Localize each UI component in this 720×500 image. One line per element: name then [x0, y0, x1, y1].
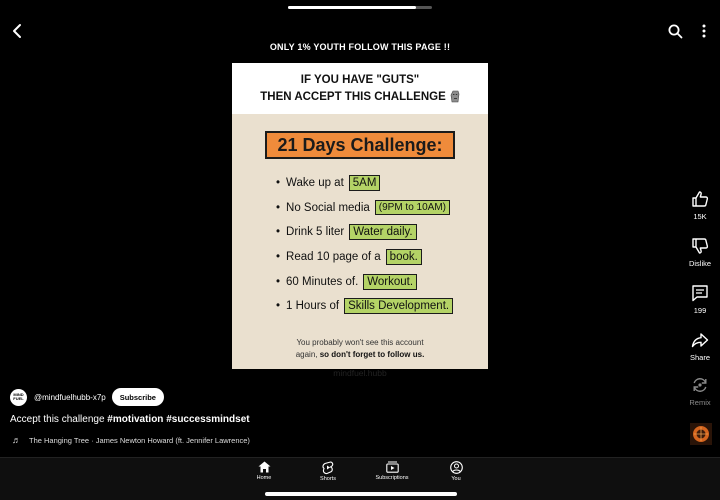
video-overlay-caption: ONLY 1% YOUTH FOLLOW THIS PAGE !!: [269, 42, 451, 52]
comment-count: 199: [693, 306, 707, 315]
share-button[interactable]: [680, 331, 720, 362]
challenge-item: • 1 Hours of Skills Development.: [276, 294, 488, 319]
sound-thumbnail-icon: [690, 423, 712, 445]
challenge-highlight: Water daily.: [349, 224, 416, 240]
challenge-item: • Drink 5 liter Water daily.: [276, 220, 488, 245]
poster-header-line1: IF YOU HAVE "GUTS": [300, 73, 420, 86]
profile-icon: [450, 461, 463, 474]
share-icon: [691, 331, 709, 349]
music-note-icon: ♬: [12, 435, 21, 445]
dislike-label: Dislike: [688, 259, 712, 268]
subscribe-button[interactable]: Subscribe: [112, 388, 164, 406]
chevron-left-icon: [12, 24, 22, 38]
search-button[interactable]: [665, 21, 685, 41]
poster-handle: mindfuel.hubb: [333, 367, 387, 378]
channel-row: [10, 387, 164, 407]
channel-handle[interactable]: @mindfuelhubb-x7p: [34, 392, 106, 402]
nav-subscriptions[interactable]: Subscriptions: [357, 461, 427, 481]
challenge-item: • Read 10 page of a book.: [276, 245, 488, 270]
challenge-highlight: (9PM to 10AM): [375, 200, 450, 215]
video-progress-fill: [288, 6, 416, 9]
video-progress-bar[interactable]: [288, 6, 432, 9]
poster-title: 21 Days Challenge:: [265, 131, 455, 159]
poster-header-line2: THEN ACCEPT THIS CHALLENGE: [260, 90, 446, 103]
subscriptions-icon: [386, 461, 399, 473]
hashtag-link[interactable]: #successmindset: [166, 414, 250, 425]
home-icon: [258, 461, 271, 473]
nav-home[interactable]: Home: [229, 461, 299, 481]
remix-label: Remix: [689, 398, 711, 407]
comments-button[interactable]: [680, 284, 720, 315]
challenge-item: • Wake up at 5AM: [276, 171, 488, 196]
sound-thumbnail-button[interactable]: [690, 423, 712, 445]
share-label: Share: [689, 353, 710, 362]
remix-icon: [691, 376, 709, 394]
remix-button[interactable]: [680, 376, 720, 407]
like-button[interactable]: [680, 190, 720, 221]
comment-icon: [691, 284, 709, 302]
challenge-highlight: 5AM: [349, 175, 381, 191]
music-title: The Hanging Tree · James Newton Howard (ft. Jennifer Lawrence): [29, 435, 250, 445]
poster-header: [232, 63, 488, 114]
like-count: 15K: [693, 212, 707, 221]
video-description[interactable]: Accept this challenge #motivation #successmindset: [10, 414, 250, 425]
poster-note: You probably won't see this account again, so don't forget to follow us.: [295, 337, 425, 359]
channel-avatar[interactable]: MIND FUEL: [10, 389, 27, 406]
dislike-button[interactable]: [680, 237, 720, 268]
challenge-item: • No Social media (9PM to 10AM): [276, 196, 488, 221]
moai-emoji-icon: [450, 90, 460, 103]
nav-shorts[interactable]: Shorts: [293, 461, 363, 482]
more-vertical-icon: [702, 24, 706, 38]
more-options-button[interactable]: [696, 21, 712, 41]
home-indicator: [265, 492, 457, 496]
video-frame-poster: [232, 63, 488, 378]
shorts-icon: [322, 461, 334, 474]
thumbs-up-icon: [691, 190, 709, 208]
thumbs-down-icon: [691, 237, 709, 255]
nav-you[interactable]: You: [421, 461, 491, 482]
challenge-item: • 60 Minutes of. Workout.: [276, 269, 488, 294]
challenge-highlight: Workout.: [363, 274, 417, 290]
hashtag-link[interactable]: #motivation: [107, 414, 164, 425]
challenge-highlight: Skills Development.: [344, 298, 453, 314]
challenge-highlight: book.: [386, 249, 422, 265]
search-icon: [668, 24, 683, 39]
back-button[interactable]: [8, 22, 26, 40]
music-attribution[interactable]: [12, 435, 250, 445]
challenge-list: [276, 171, 488, 319]
